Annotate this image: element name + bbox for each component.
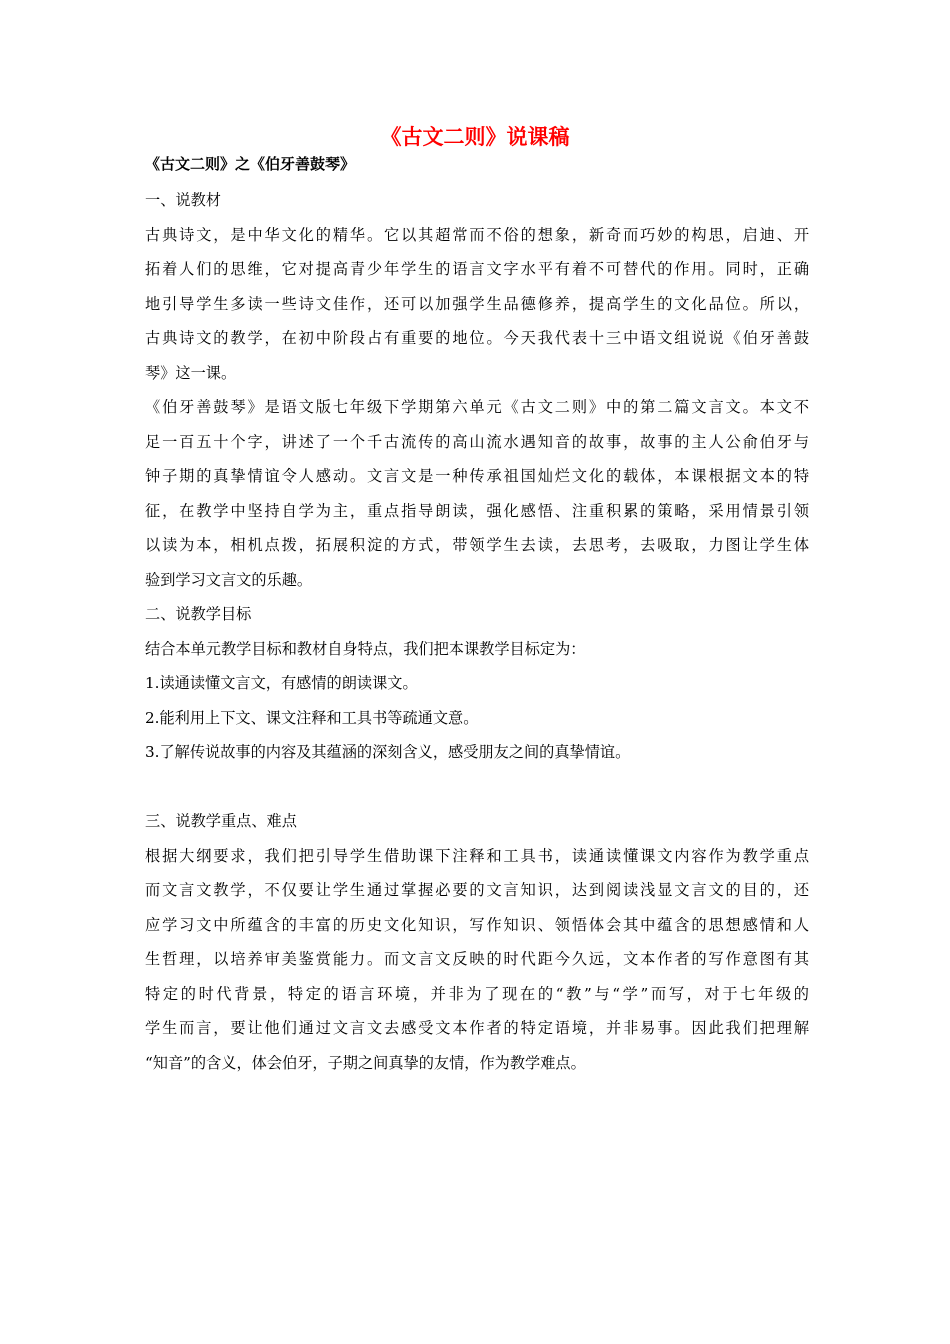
document-body: [145, 183, 809, 1080]
goals-intro: 结合本单元教学目标和教材自身特点，我们把本课教学目标定为：: [145, 639, 586, 658]
paragraph-line: 征，在教学中坚持自学为主，重点指导朗读，强化感悟、注重积累的策略，采用情景引领: [145, 501, 809, 520]
document-subtitle: 《古文二则》之《伯牙善鼓琴》: [145, 155, 356, 173]
paragraph-line: 古典诗文，是中华文化的精华。它以其超常而不俗的想象，新奇而巧妙的构思，启迪、开: [145, 225, 809, 244]
blank-line: [145, 770, 809, 805]
paragraph-line: 拓着人们的思维，它对提高青少年学生的语言文字水平有着不可替代的作用。同时，正确: [145, 260, 809, 278]
paragraph-line: 而文言文教学，不仅要让学生通过掌握必要的文言知识，达到阅读浅显文言文的目的，还: [145, 881, 809, 899]
paragraph-line: 足一百五十个字，讲述了一个千古流传的高山流水遇知音的故事，故事的主人公俞伯牙与: [145, 432, 809, 451]
section-heading: 一、说教材: [145, 191, 221, 209]
document-title: 《古文二则》说课稿: [380, 125, 570, 149]
paragraph-line: 验到学习文言文的乐趣。: [145, 570, 313, 589]
paragraph-line: 钟子期的真挚情谊令人感动。文言文是一种传承祖国灿烂文化的载体，本课根据文本的特: [145, 467, 809, 485]
paragraph-line: 地引导学生多读一些诗文佳作，还可以加强学生品德修养，提高学生的文化品位。所以，: [145, 294, 809, 313]
paragraph-line: 学生而言，要让他们通过文言文去感受文本作者的特定语境，并非易事。因此我们把理解: [145, 1019, 809, 1037]
section-heading: 二、说教学目标: [145, 605, 252, 623]
section-heading: 三、说教学重点、难点: [145, 812, 297, 830]
goal-item: 1.读通读懂文言文，有感情的朗读课文。: [145, 674, 418, 692]
paragraph-line: 古典诗文的教学，在初中阶段占有重要的地位。今天我代表十三中语文组说说《伯牙善鼓: [145, 329, 809, 347]
paragraph-line: 应学习文中所蕴含的丰富的历史文化知识，写作知识、领悟体会其中蕴含的思想感情和人: [145, 915, 809, 934]
goal-item: 3.了解传说故事的内容及其蕴涵的深刻含义，感受朋友之间的真挚情谊。: [145, 743, 631, 761]
paragraph-line: 琴》这一课。: [145, 363, 237, 382]
paragraph-line: 以读为本，相机点拨，拓展积淀的方式，带领学生去读，去思考，去吸取，力图让学生体: [145, 536, 809, 554]
goal-item: 2.能利用上下文、课文注释和工具书等疏通文意。: [145, 708, 479, 727]
paragraph-line: 根据大纲要求，我们把引导学生借助课下注释和工具书，读通读懂课文内容作为教学重点: [145, 846, 809, 865]
paragraph-line: “知音”的含义，体会伯牙，子期之间真挚的友情，作为教学难点。: [145, 1053, 586, 1072]
paragraph-line: 《伯牙善鼓琴》是语文版七年级下学期第六单元《古文二则》中的第二篇文言文。本文不: [145, 398, 809, 416]
paragraph-line: 生哲理，以培养审美鉴赏能力。而文言文反映的时代距今久远，文本作者的写作意图有其: [145, 950, 809, 968]
paragraph-line: 特定的时代背景，特定的语言环境，并非为了现在的“教”与“学”而写，对于七年级的: [145, 984, 809, 1003]
